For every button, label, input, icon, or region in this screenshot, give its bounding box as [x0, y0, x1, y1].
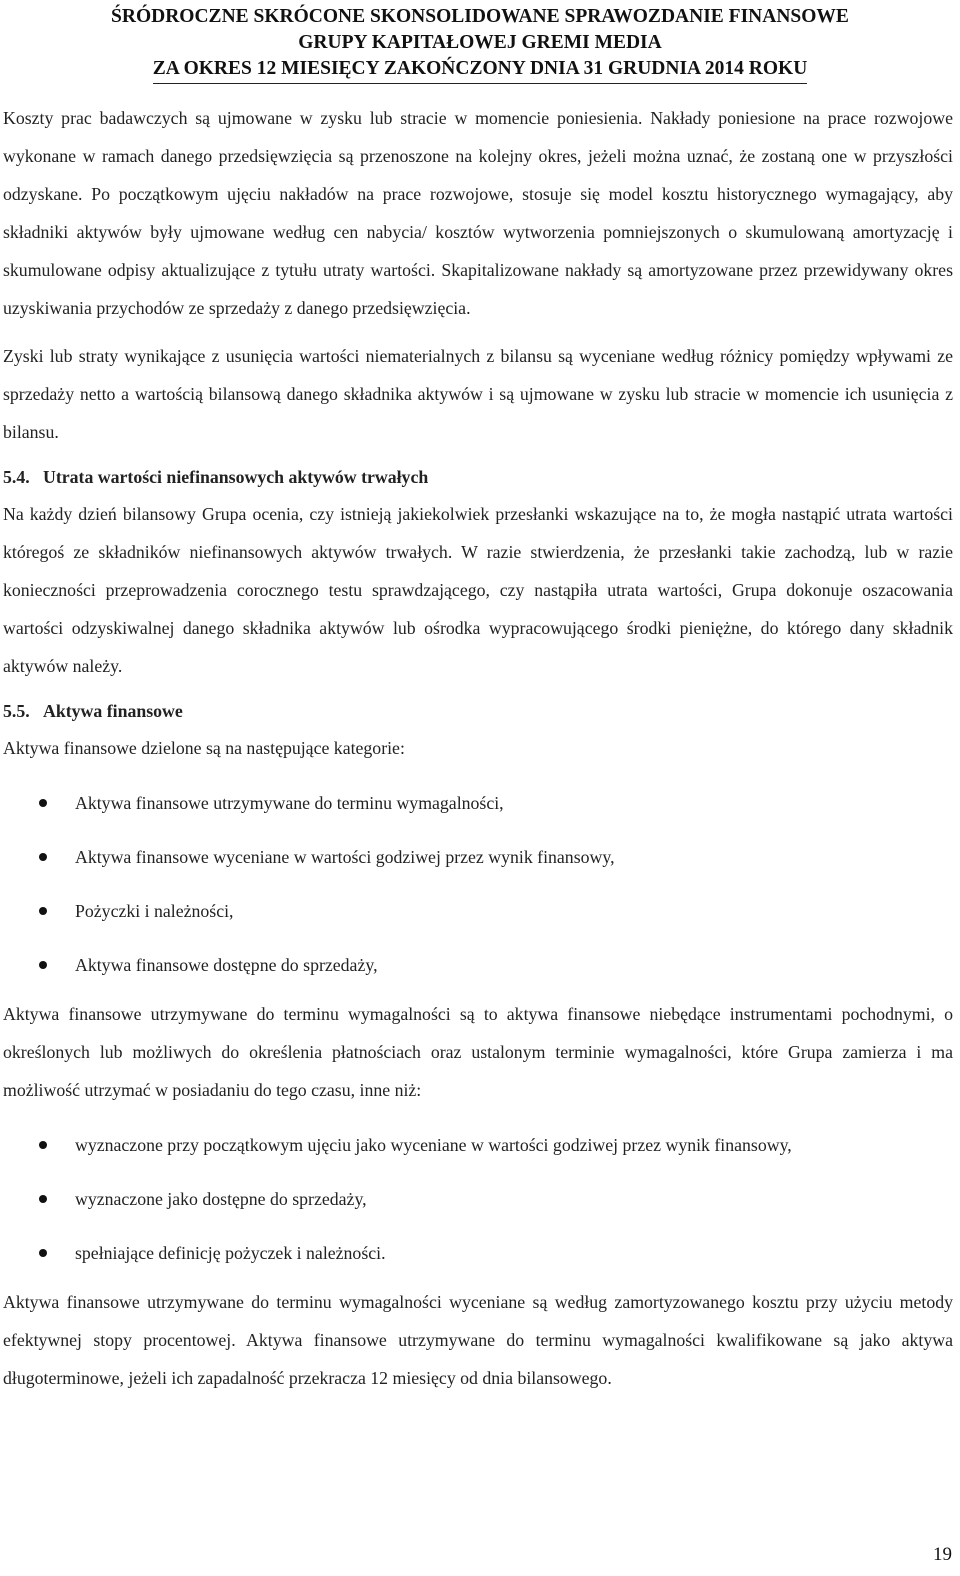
- paragraph-impairment: Na każdy dzień bilansowy Grupa ocenia, czy istnieją jakiekolwiek przesłanki wskazujące na to, że mogła nastąpić utrata wartości któregoś ze składników niefinansowych aktywów trwałych. W razie stwierdzenia, że przesłanki takie zachodzą, lub w razie konieczności przeprowadzenia corocznego testu sprawdzającego, czy nastąpiła utrata wartości, Grupa dokonuje oszacowania wartości odzyskiwalnej danego składnika aktywów lub ośrodka wypracowującego środki pieniężne, do którego dany składnik aktywów należy.: [3, 504, 953, 676]
- document-header: [0, 4, 960, 84]
- page-number: 19: [933, 1544, 952, 1565]
- list-item: Aktywa finansowe utrzymywane do terminu wymagalności,: [3, 776, 953, 830]
- list-item: Aktywa finansowe wyceniane w wartości godziwej przez wynik finansowy,: [3, 830, 953, 884]
- section-number: 5.4.: [3, 467, 30, 487]
- list-item: Pożyczki i należności,: [3, 884, 953, 938]
- section-heading-5-4: [3, 459, 953, 495]
- paragraph-held-to-maturity: Aktywa finansowe utrzymywane do terminu wymagalności są to aktywa finansowe niebędące instrumentami pochodnymi, o określonych lub możliwych do określenia płatnościach oraz ustalonym terminie wymagalności, które Grupa zamierza i ma możliwość utrzymać w posiadaniu do tego czasu, inne niż:: [3, 1004, 953, 1100]
- section-number: 5.5.: [3, 701, 30, 721]
- paragraph-research-costs: Koszty prac badawczych są ujmowane w zysku lub stracie w momencie poniesienia. Nakłady poniesione na prace rozwojowe wykonane w ramach danego przedsięwzięcia są przenoszone na kolejny okres, jeżeli można uznać, że zostaną one w przyszłości odzyskane. Po początkowym ujęciu nakładów na prace rozwojowe, stosuje się model kosztu historycznego wymagający, aby składniki aktywów były ujmowane według cen nabycia/ kosztów wytworzenia pomniejszonych o skumulowaną amortyzację i skumulowane odpisy aktualizujące z tytułu utraty wartości. Skapitalizowane nakłady są amortyzowane przez przewidywany okres uzyskiwania przychodów ze sprzedaży z danego przedsięwzięcia.: [3, 108, 953, 318]
- list-item: spełniające definicję pożyczek i należności.: [3, 1226, 953, 1280]
- list-item: Aktywa finansowe dostępne do sprzedaży,: [3, 938, 953, 992]
- list-item: wyznaczone jako dostępne do sprzedaży,: [3, 1172, 953, 1226]
- header-line-3: ZA OKRES 12 MIESIĘCY ZAKOŃCZONY DNIA 31 GRUDNIA 2014 ROKU: [153, 56, 808, 84]
- header-line-2: GRUPY KAPITAŁOWEJ GREMI MEDIA: [298, 32, 662, 53]
- section-title: Utrata wartości niefinansowych aktywów trwałych: [43, 467, 429, 487]
- categories-list: [3, 776, 953, 992]
- list-item: wyznaczone przy początkowym ujęciu jako wyceniane w wartości godziwej przez wynik finansowy,: [3, 1118, 953, 1172]
- paragraph-categories-intro: Aktywa finansowe dzielone są na następujące kategorie:: [3, 738, 405, 758]
- section-heading-5-5: [3, 693, 953, 729]
- exclusions-list: [3, 1118, 953, 1280]
- section-title: Aktywa finansowe: [43, 701, 183, 721]
- header-line-1: ŚRÓDROCZNE SKRÓCONE SKONSOLIDOWANE SPRAWOZDANIE FINANSOWE: [111, 6, 849, 27]
- paragraph-amortized-cost: Aktywa finansowe utrzymywane do terminu wymagalności wyceniane są według zamortyzowanego kosztu przy użyciu metody efektywnej stopy procentowej. Aktywa finansowe utrzymywane do terminu wymagalności kwalifikowane są jako aktywa długoterminowe, jeżeli ich zapadalność przekracza 12 miesięcy od dnia bilansowego.: [3, 1292, 953, 1388]
- document-body: [3, 99, 953, 1397]
- paragraph-gains-losses: Zyski lub straty wynikające z usunięcia wartości niematerialnych z bilansu są wyceniane według różnicy pomiędzy wpływami ze sprzedaży netto a wartością bilansową danego składnika aktywów i są ujmowane w zysku lub stracie w momencie ich usunięcia z bilansu.: [3, 346, 953, 442]
